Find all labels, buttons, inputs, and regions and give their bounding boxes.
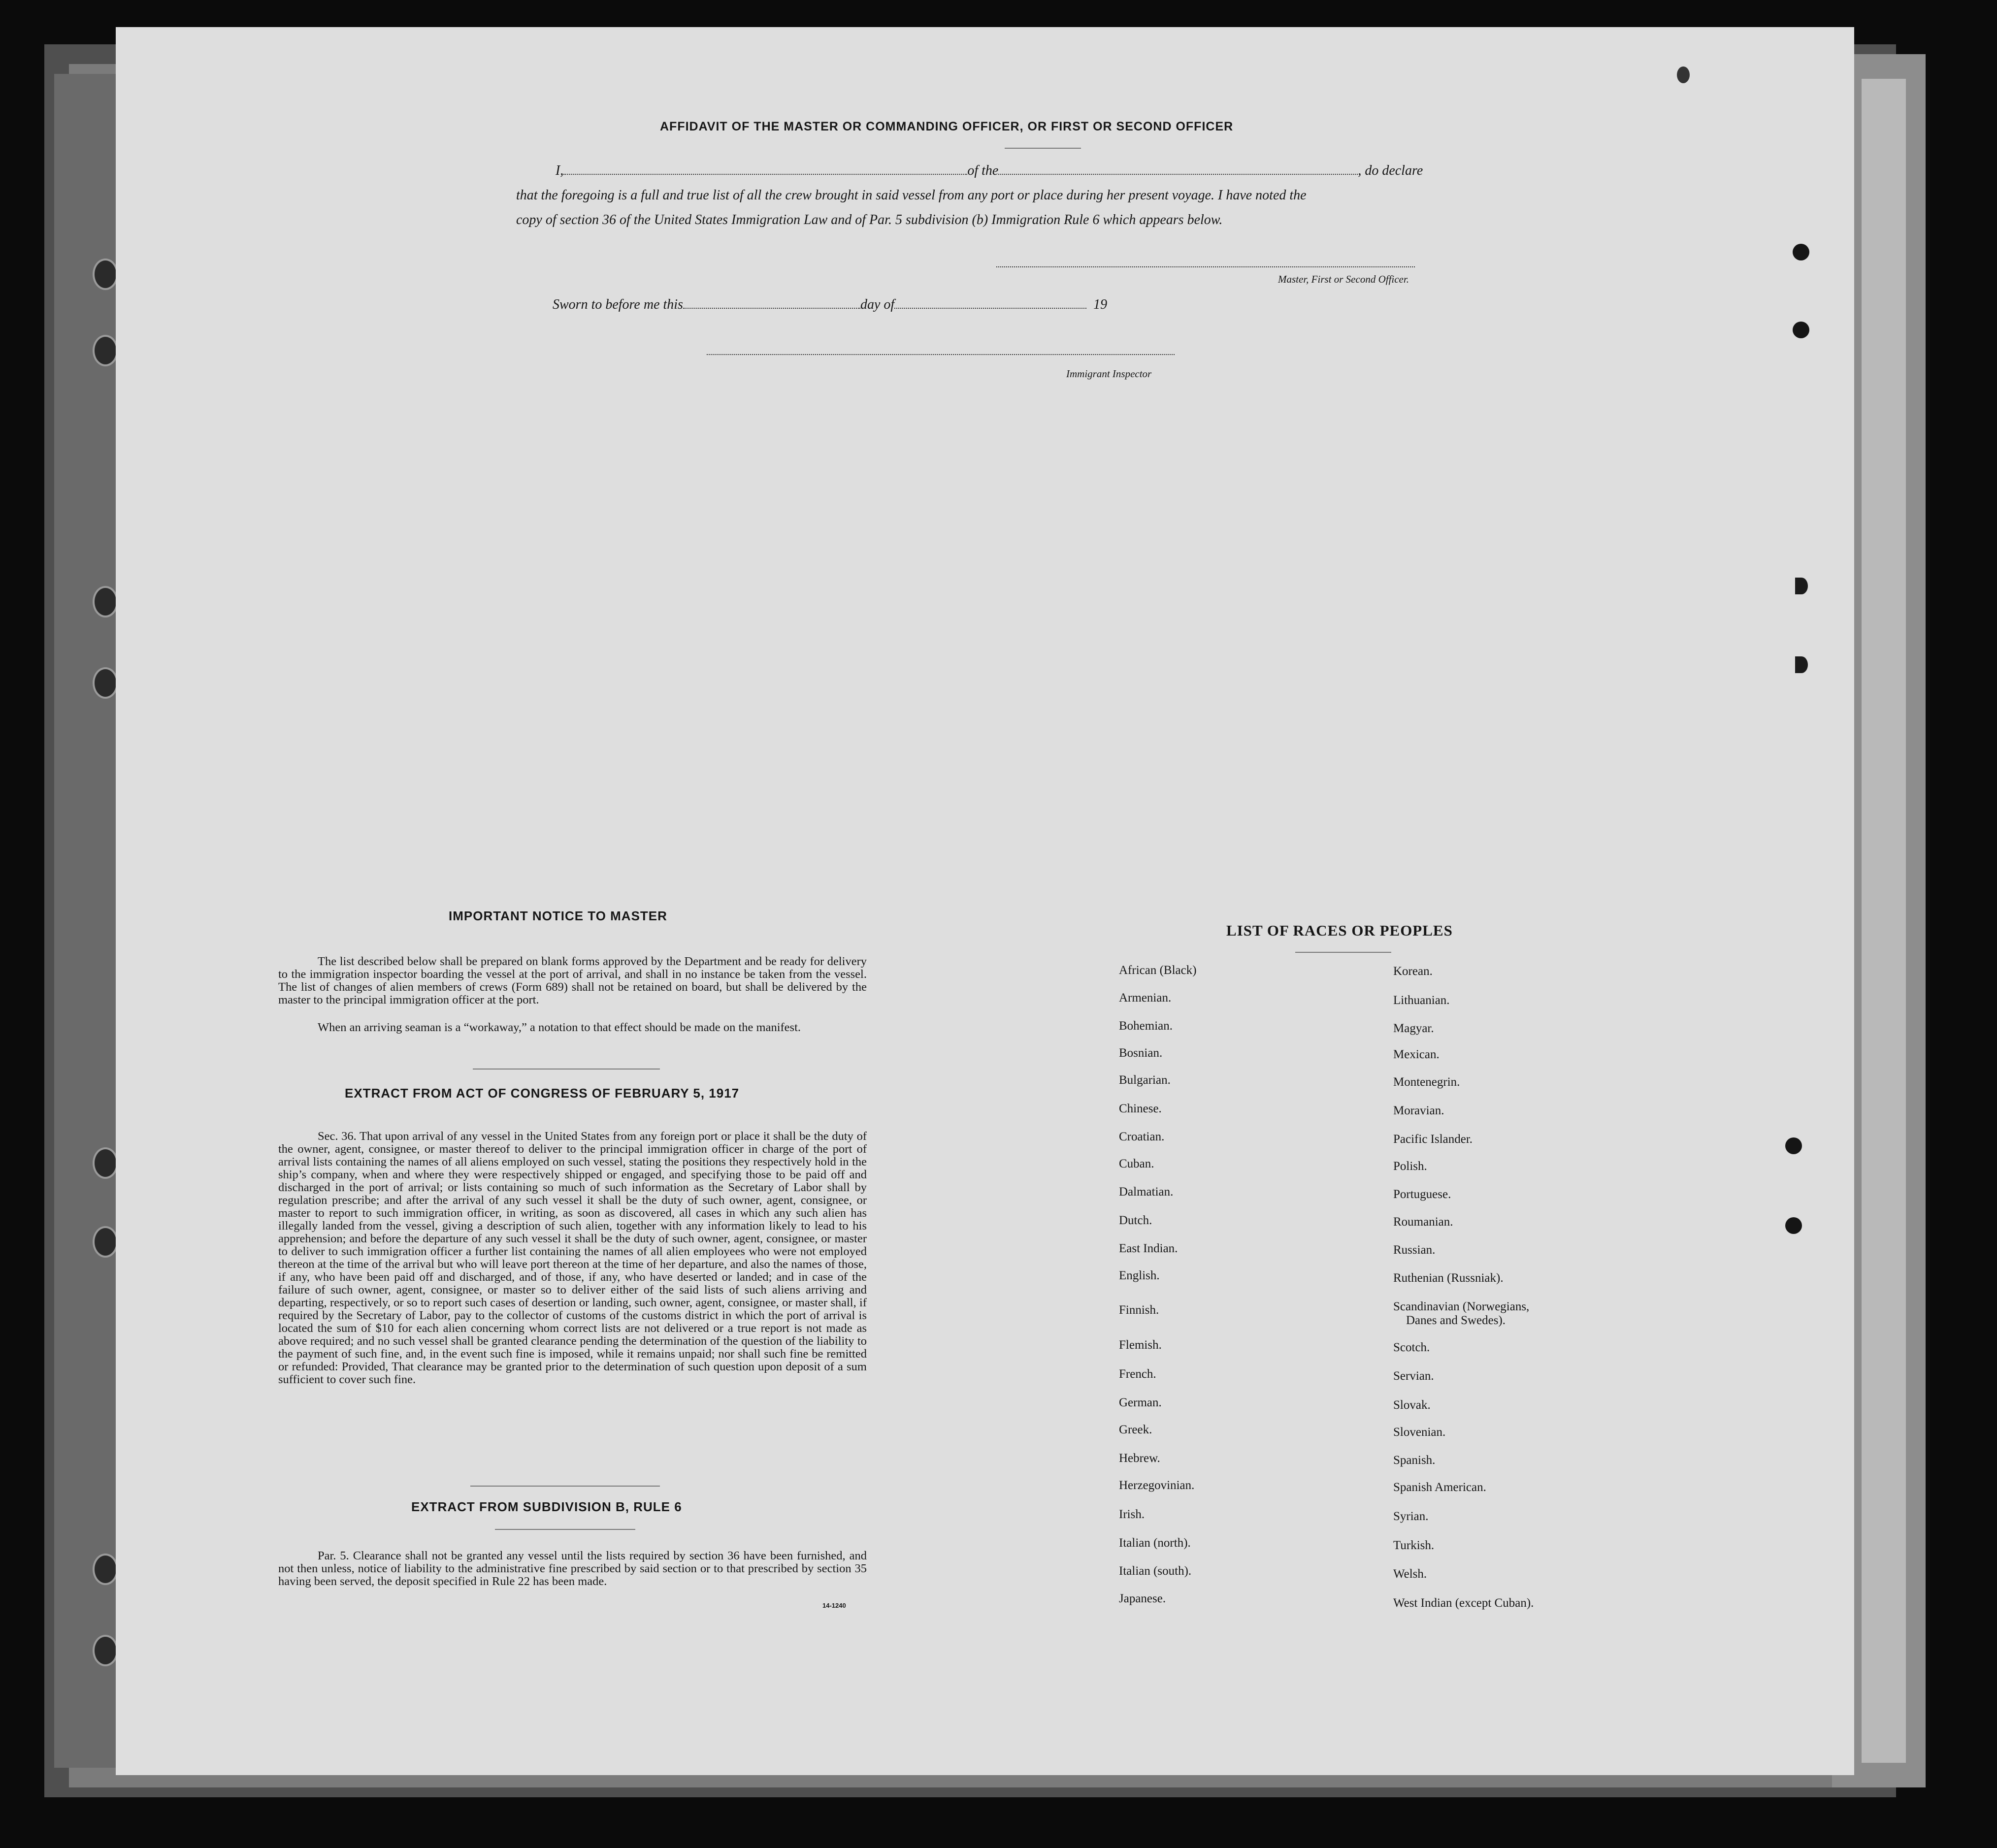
race-item: Russian. <box>1393 1243 1436 1257</box>
punch-hole <box>1793 244 1809 260</box>
race-item: Bosnian. <box>1119 1046 1163 1060</box>
race-item: Croatian. <box>1119 1130 1165 1143</box>
race-item: Magyar. <box>1393 1022 1434 1035</box>
race-item: Spanish. <box>1393 1454 1436 1467</box>
race-item: Italian (north). <box>1119 1536 1191 1550</box>
race-item: Syrian. <box>1393 1510 1429 1523</box>
race-item: German. <box>1119 1396 1162 1409</box>
punch-hole <box>1795 578 1808 594</box>
punch-hole <box>1785 1217 1802 1234</box>
text-sworn: Sworn to before me this <box>553 297 683 312</box>
race-item: Portuguese. <box>1393 1188 1451 1201</box>
divider <box>470 1486 660 1487</box>
day-blank <box>683 308 860 309</box>
race-item: Ruthenian (Russniak). <box>1393 1271 1504 1285</box>
race-item: Polish. <box>1393 1160 1427 1173</box>
affidavit-line-3: copy of section 36 of the United States Immigration Law and of Par. 5 subdivision (b) Immigration Rule 6 which appears below. <box>516 212 1223 227</box>
race-item: Italian (south). <box>1119 1564 1192 1578</box>
affidavit-line-1 <box>556 163 1423 179</box>
race-item: Hebrew. <box>1119 1452 1160 1465</box>
race-item: Finnish. <box>1119 1303 1159 1317</box>
affidavit-line-2: that the foregoing is a full and true list of all the crew brought in said vessel from any port or place during her present voyage. I have noted the <box>516 188 1307 203</box>
rule-extract-title: EXTRACT FROM SUBDIVISION B, RULE 6 <box>411 1499 682 1514</box>
race-item: Chinese. <box>1119 1102 1162 1115</box>
race-item: Roumanian. <box>1393 1215 1453 1229</box>
race-item: Turkish. <box>1393 1539 1435 1552</box>
text-do-declare: , do declare <box>1358 163 1423 178</box>
divider <box>495 1529 635 1530</box>
sworn-line <box>553 297 1107 313</box>
inspector-caption: Immigrant Inspector <box>1066 368 1152 380</box>
race-item: Irish. <box>1119 1508 1145 1521</box>
punch-hole <box>1795 656 1808 673</box>
race-item: Moravian. <box>1393 1104 1444 1117</box>
race-item: Lithuanian. <box>1393 994 1450 1007</box>
race-item: French. <box>1119 1367 1156 1381</box>
race-item: Cuban. <box>1119 1157 1154 1170</box>
race-item: West Indian (except Cuban). <box>1393 1596 1534 1610</box>
month-blank <box>894 308 1086 309</box>
race-item: Mexican. <box>1393 1048 1440 1061</box>
text-i: I, <box>556 163 564 178</box>
inspector-signature-line <box>707 354 1175 355</box>
race-item: Japanese. <box>1119 1592 1166 1605</box>
right-page-edge-light <box>1862 79 1906 1763</box>
notice-title: IMPORTANT NOTICE TO MASTER <box>449 908 667 923</box>
race-item: Korean. <box>1393 965 1433 978</box>
race-item: Dutch. <box>1119 1214 1152 1227</box>
race-item: Scandinavian (Norwegians, <box>1393 1300 1530 1313</box>
race-item: Spanish American. <box>1393 1481 1486 1494</box>
text-of-the: of the <box>967 163 999 178</box>
race-item: Armenian. <box>1119 991 1172 1005</box>
divider <box>473 1069 660 1070</box>
vessel-blank <box>998 174 1358 175</box>
race-item: Bohemian. <box>1119 1019 1173 1033</box>
race-item: Flemish. <box>1119 1338 1162 1352</box>
race-item: Montenegrin. <box>1393 1075 1460 1089</box>
act-extract-text: Sec. 36. That upon arrival of any vessel in the United States from any foreign port or place it shall be the duty of the owner, agent, consignee, or master thereof to deliver to the principal immigration officer in charge of the port of arrival lists containing the names of all aliens employed on such vessel, stating the positions they respectively hold in the ship’s company, when and where they were respectively shipped or engaged, and specifying those to be paid off and discharged in the port of arrival; or lists containing so much of such information as the Secretary of Labor shall by regulation prescribe; and after the arrival of any such vessel it shall be the duty of such owner, agent, consignee, or master to report to such immigration officer, in writing, as soon as discovered, all cases in which any such alien has illegally landed from the vessel, giving a description of such alien, together with any information likely to lead to his apprehension; and before the departure of any such vessel it shall be the duty of such owner, agent, consignee, or master to deliver to such immigration officer a further list containing the names of all alien employees who were not employed thereon at the time of the arrival but who will leave port thereon at the time of her departure, and also the names of those, if any, who have been paid off and discharged, and of those, if any, who have deserted or landed; and in case of the failure of such owner, agent, consignee, or master so to deliver either of the said lists of such aliens arriving and departing, respectively, or so to report such cases of desertion or landing, such owner, agent, consignee, or master shall, if required by the Secretary of Labor, pay to the collector of customs of the customs district in which the port of arrival is located the sum of $10 for each alien concerning whom correct lists are not delivered or a true report is not made as above required; and no such vessel shall be granted clearance pending the determination of the question of the liability to the payment of such fine, and, in the event such fine is imposed, while it remains unpaid; nor shall such fine be remitted or refunded: Provided, That clearance may be granted prior to the determination of such question upon deposit of a sum sufficient to cover such fine. <box>278 1130 867 1386</box>
punch-hole <box>1793 322 1809 338</box>
punch-hole <box>1785 1137 1802 1154</box>
race-item: Pacific Islander. <box>1393 1133 1473 1146</box>
notice-paragraph-2: When an arriving seaman is a “workaway,” a notation to that effect should be made on the manifest. <box>318 1021 801 1034</box>
race-item: Slovenian. <box>1393 1426 1446 1439</box>
race-item: Welsh. <box>1393 1567 1427 1581</box>
form-number: 14-1240 <box>822 1602 846 1609</box>
divider <box>1005 148 1081 149</box>
race-item: Scotch. <box>1393 1341 1430 1354</box>
punch-hole <box>1677 66 1690 83</box>
race-item: East Indian. <box>1119 1242 1178 1255</box>
races-title: LIST OF RACES OR PEOPLES <box>1226 922 1453 939</box>
form-page <box>116 27 1854 1775</box>
race-item: Danes and Swedes). <box>1406 1314 1506 1327</box>
affidavit-title: AFFIDAVIT OF THE MASTER OR COMMANDING OFFICER, OR FIRST OR SECOND OFFICER <box>660 120 1234 133</box>
race-item: Slovak. <box>1393 1398 1431 1412</box>
race-item: Greek. <box>1119 1423 1152 1436</box>
race-item: Herzegovinian. <box>1119 1479 1195 1492</box>
race-item: Dalmatian. <box>1119 1185 1174 1199</box>
race-item: African (Black) <box>1119 964 1197 977</box>
signature-line <box>996 266 1415 267</box>
race-item: Servian. <box>1393 1369 1434 1383</box>
notice-paragraph-1: The list described below shall be prepared on blank forms approved by the Department and be ready for delivery to the immigration inspector boarding the vessel at the port of arrival, and shall in no instance be taken from the vessel. The list of changes of alien members of crews (Form 689) shall not be retained on board, but shall be delivered by the master to the principal immigration officer at the port. <box>278 955 867 1006</box>
race-item: Bulgarian. <box>1119 1073 1171 1087</box>
text-day-of: day of <box>860 297 895 312</box>
rule-extract-text: Par. 5. Clearance shall not be granted any vessel until the lists required by section 36 have been furnished, and not then unless, notice of liability to the administrative fine prescribed by said section or to that prescribed by section 35 having been served, the deposit specified in Rule 22 has been made. <box>278 1549 867 1588</box>
race-item: English. <box>1119 1269 1160 1282</box>
name-blank <box>563 174 967 175</box>
left-page-edge <box>54 74 118 1768</box>
act-extract-title: EXTRACT FROM ACT OF CONGRESS OF FEBRUARY 5, 1917 <box>345 1086 740 1101</box>
divider <box>1295 952 1391 953</box>
signer-caption: Master, First or Second Officer. <box>1278 273 1409 285</box>
text-year: 19 <box>1093 297 1108 312</box>
